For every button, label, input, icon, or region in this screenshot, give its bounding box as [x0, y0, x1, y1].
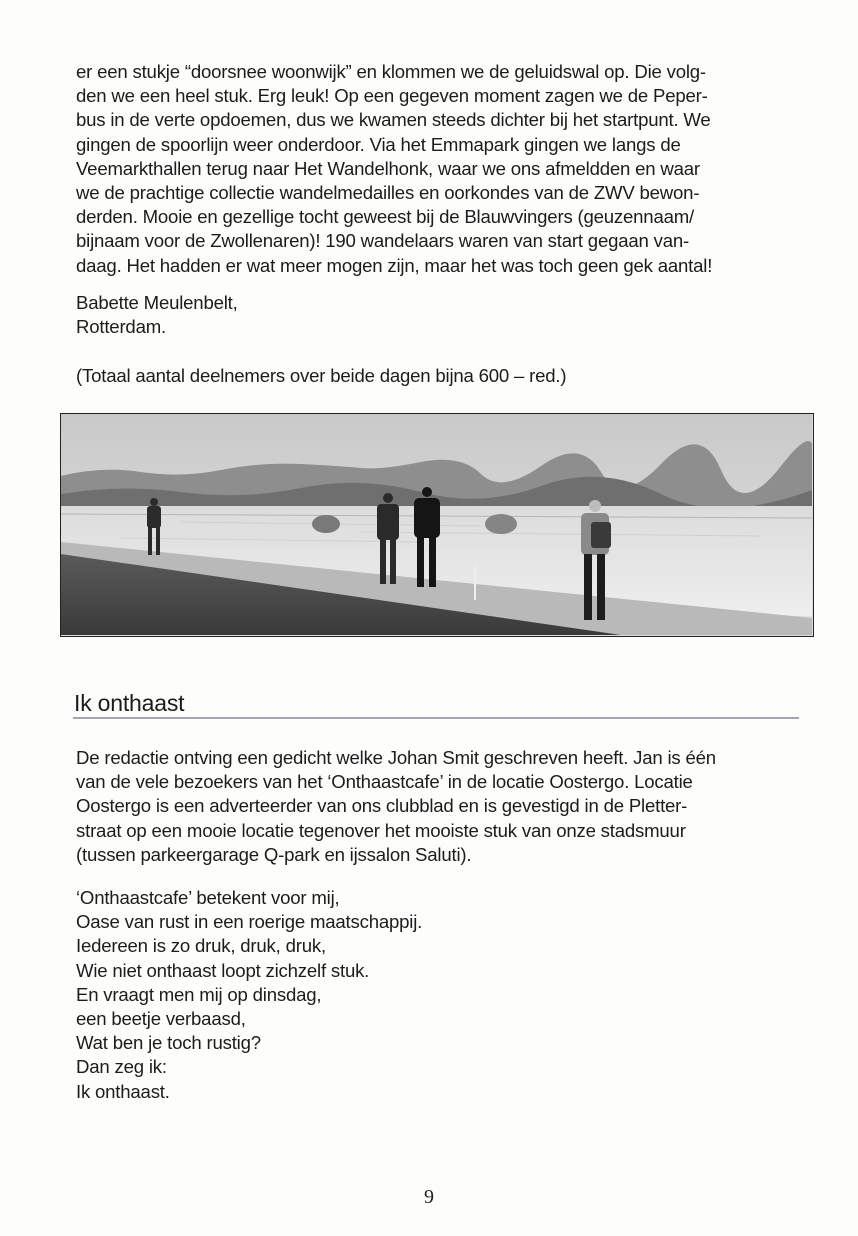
text-line: er een stukje “doorsnee woonwijk” en klommen we de geluidswal op. Die volg-: [76, 61, 706, 82]
section-heading: Ik onthaast: [74, 690, 185, 716]
editor-note: [76, 364, 796, 388]
article-paragraph: [76, 746, 796, 867]
text-line: (tussen parkeergarage Q-park en ijssalon Saluti).: [76, 843, 472, 865]
author-city: Rotterdam.: [76, 316, 166, 338]
text-line: bus in de verte opdoemen, dus we kwamen steeds dichter bij het startpunt. We: [76, 109, 711, 131]
text-line: den we een heel stuk. Erg leuk! Op een gegeven moment zagen we de Peper-: [76, 85, 708, 107]
text-line: van de vele bezoekers van het ‘Onthaastcafe’ in de locatie Oostergo. Locatie: [76, 771, 693, 793]
intro-paragraph: [76, 60, 796, 278]
text-line: Oostergo is een adverteerder van ons clubblad en is gevestigd in de Pletter-: [76, 795, 688, 817]
poem-line: Wat ben je toch rustig?: [76, 1032, 261, 1054]
poem-line: Dan zeg ik:: [76, 1056, 167, 1078]
poem-line: Iedereen is zo druk, druk, druk,: [76, 935, 326, 957]
poem-line: ‘Onthaastcafe’ betekent voor mij,: [76, 887, 340, 908]
author-signature: [76, 291, 796, 339]
text-line: bijnaam voor de Zwollenaren)! 190 wandelaars waren van start gegaan van-: [76, 230, 689, 252]
text-line: daag. Het hadden er wat meer mogen zijn, maar het was toch geen gek aantal!: [76, 254, 713, 276]
text-line: Veemarkthallen terug naar Het Wandelhonk, waar we ons afmeldden en waar: [76, 157, 700, 179]
walkers-photo: [60, 413, 814, 637]
heading-divider: [73, 717, 799, 719]
poem: [76, 886, 796, 1104]
text-line: gingen de spoorlijn weer onderdoor. Via het Emmapark gingen we langs de: [76, 133, 681, 155]
poem-line: Wie niet onthaast loopt zichzelf stuk.: [76, 959, 370, 981]
poem-line: Oase van rust in een roerige maatschappij.: [76, 911, 423, 933]
text-line: we de prachtige collectie wandelmedailles en oorkondes van de ZWV bewon-: [76, 182, 700, 204]
poem-line: En vraagt men mij op dinsdag,: [76, 983, 322, 1005]
text-line: De redactie ontving een gedicht welke Johan Smit geschreven heeft. Jan is één: [76, 747, 716, 768]
author-name: Babette Meulenbelt,: [76, 292, 238, 313]
poem-line: Ik onthaast.: [76, 1080, 170, 1102]
editor-note-text: (Totaal aantal deelnemers over beide dagen bijna 600 – red.): [76, 365, 567, 386]
poem-line: een beetje verbaasd,: [76, 1008, 246, 1030]
text-line: straat op een mooie locatie tegenover het mooiste stuk van onze stadsmuur: [76, 819, 686, 841]
page-number: 9: [424, 1186, 434, 1208]
text-line: derden. Mooie en gezellige tocht geweest bij de Blauwvingers (geuzennaam/: [76, 206, 694, 228]
